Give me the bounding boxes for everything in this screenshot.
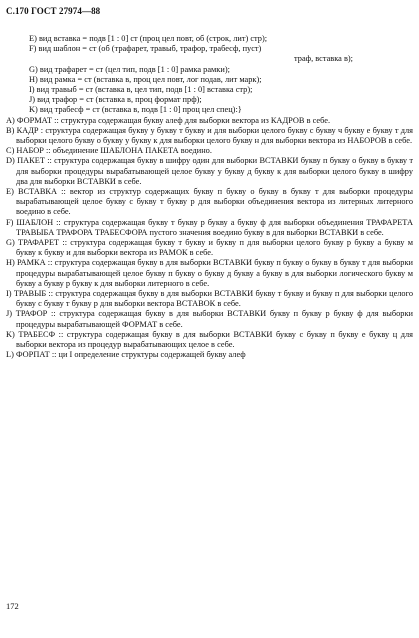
option-line: H) вид рамка = ст (вставка в, проц цел повт, лог подав, лит марк);: [29, 74, 262, 84]
entry-paragraph: L) ФОРПАТ :: ци I определение структуры содержащей букву алеф: [6, 350, 246, 360]
entry-paragraph: C) НАБОР :: объединение ШАБЛОНА ПАКЕТА воедино.: [6, 146, 212, 156]
entry-paragraph: B) КАДР : структура содержащая букву у букву т букву и для выборки целого букву с букву ч букву е букву т для выборки целого букву о букву у букву к для выборки целого букву н для выборки вектора из НАБОРОВ в себе.: [6, 125, 413, 146]
page-content: [6, 34, 413, 361]
page-header: С.170 ГОСТ 27974—88: [6, 6, 101, 16]
option-line: I) вид травыб = ст (вставка в, цел тип, подв [1 : 0] вставка стр);: [29, 85, 253, 95]
option-line: E) вид вставка = подв [1 : 0] ст (проц цел повт, об (строк, лит) стр);: [29, 34, 268, 43]
entry-paragraph: K) ТРАБЕСФ :: структура содержащая букву в для выборки ВСТАВКИ букву с букву п букву е букву ц для выборки вектора из процедур вырабатывающих целое в себе.: [6, 329, 413, 350]
entry-paragraph: G) ТРАФАРЕТ :: структура содержащая букву т букву и букву п для выборки целого букву р букву а букву м букву к букву и для выборки вектора из РАМОК в себе.: [6, 238, 413, 258]
option-line: K) вид трабесф = ст (вставка в, подв [1 : 0] проц цел спец):}: [29, 105, 242, 115]
option-line-continuation: траф, вставка в);: [294, 54, 353, 64]
entry-paragraph: I) ТРАВЫБ :: структура содержащая букву в для выборки ВСТАВКИ букву т букву и букву п для выборки целого букву с букву т букву р для выборки вектора ВСТАВОК в себе.: [6, 289, 413, 309]
entry-paragraph: A) ФОРМАТ :: структура содержащая букву алеф для выборки вектора из КАДРОВ в себе.: [6, 115, 331, 125]
option-line: J) вид трафор = ст (вставка в, проц формат прф);: [29, 95, 202, 105]
entry-paragraph: F) ШАБЛОН :: структура содержащая букву т букву р букву а букву ф для выборки объединения ТРАФАРЕТА ТРАВЫБА ТРАФОРА ТРАБЕСФОРА пустого значения воедино букву в для выборки ВСТАВКИ в себе.: [6, 217, 413, 237]
page-number: 172: [6, 601, 19, 611]
option-line: F) вид шаблон = ст (об (трафарет, травыб, трафор, трабесф, пуст): [29, 44, 262, 54]
option-line: G) вид трафарет = ст (цел тип, подв [1 : 0] рамка рамки);: [29, 64, 230, 74]
entry-paragraph: E) ВСТАВКА :: вектор из структур содержащих букву п букву о букву в букву т для выборки процедуры вырабатывающей целое букву с букву т букву р для выборки объединения вектора из литерных литерного воедино в себе.: [6, 187, 413, 217]
entry-paragraph: J) ТРАФОР :: структура содержащая букву в для выборки ВСТАВКИ букву п букву р букву ф для выборки процедуры вырабатывающей ФОРМАТ в себе.: [6, 309, 413, 329]
entry-paragraph: D) ПАКЕТ :: структура содержащая букву в шифру один для выборки ВСТАВКИ букву п букву о букву в букву т для выборки процедуры вырабатывающей целое букву у букву д букву к для выборки целого букву в шифру два для выборки ВСТАВКИ в себе.: [6, 156, 413, 186]
entry-paragraph: H) РАМКА :: структура содержащая букву в для выборки ВСТАВКИ букву п букву о букву в букву т для выборки процедуры вырабатывающей целое букву п букву о букву д букву а букву в для выборки логического букву м букву а букву р букву к для выборки литерного в себе.: [6, 258, 413, 288]
